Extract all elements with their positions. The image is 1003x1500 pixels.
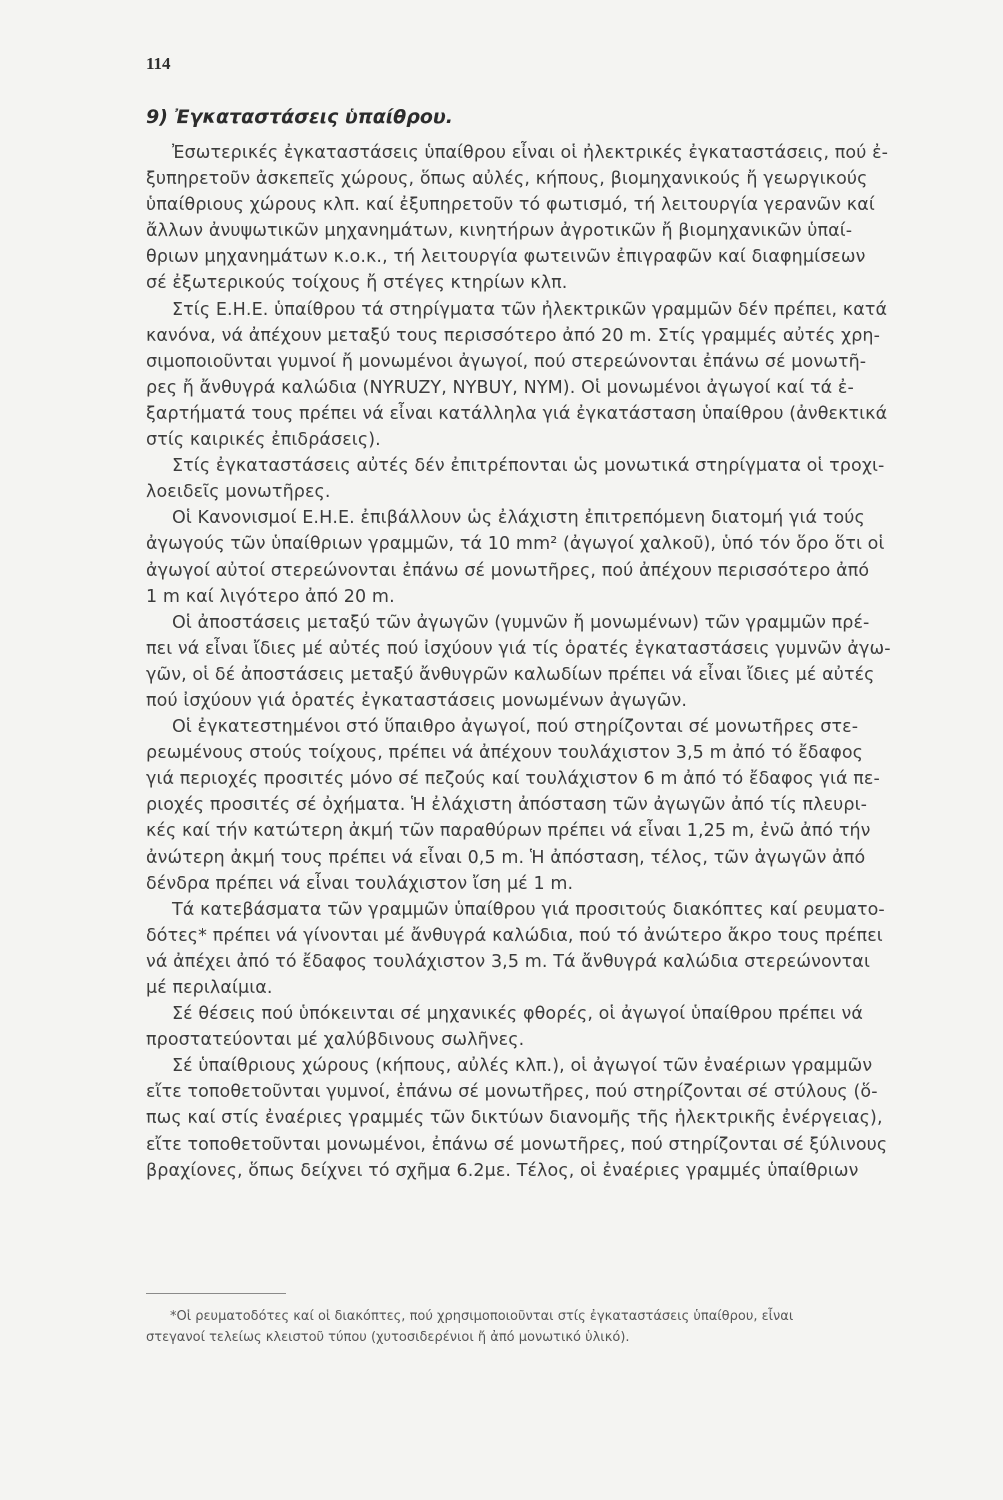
text-line: ἀνώτερη ἀκμή τους πρέπει νά εἶναι 0,5 m. Ἡ ἀπόσταση, τέλος, τῶν ἀγωγῶν ἀπό <box>146 847 866 868</box>
text-line: σιμοποιοῦνται γυμνοί ἤ μονωμένοι ἀγωγοί, πού στερεώνονται ἐπάνω σέ μονωτῆ- <box>146 351 867 372</box>
text-line: ὑπαίθριους χώρους κλπ. καί ἐξυπηρετοῦν τό φωτισμό, τή λειτουργία γερανῶν καί <box>146 195 875 216</box>
text-line: 1 m καί λιγότερο ἀπό 20 m. <box>146 586 395 607</box>
section-heading: 9) Ἐγκαταστάσεις ὑπαίθρου. <box>146 106 453 128</box>
text-line: Οἱ Κανονισμοί Ε.Η.Ε. ἐπιβάλλουν ὡς ἐλάχιστη ἐπιτρεπόμενη διατομή γιά τούς <box>172 508 865 529</box>
body-text <box>146 140 966 1184</box>
text-line: ἄλλων ἀνυψωτικῶν μηχανημάτων, κινητήρων ἀγροτικῶν ἤ βιομηχανικῶν ὑπαί- <box>146 221 853 242</box>
text-line: πού ἰσχύουν γιά ὁρατές ἐγκαταστάσεις μονωμένων ἀγωγῶν. <box>146 690 688 711</box>
text-line: ρεωμένους στούς τοίχους, πρέπει νά ἀπέχουν τουλάχιστον 3,5 m ἀπό τό ἔδαφος <box>146 743 864 764</box>
text-line: εἴτε τοποθετοῦνται μονωμένοι, ἐπάνω σέ μονωτῆρες, πού στηρίζονται σέ ξύλινους <box>146 1134 888 1155</box>
text-line: ξυπηρετοῦν ἀσκεπεῖς χώρους, ὅπως αὐλές, κήπους, βιομηχανικούς ἤ γεωργικούς <box>146 169 868 190</box>
text-line: κές καί τήν κατώτερη ἀκμή τῶν παραθύρων πρέπει νά εἶναι 1,25 m, ἐνῶ ἀπό τήν <box>146 821 871 842</box>
text-line: Ἐσωτερικές ἐγκαταστάσεις ὑπαίθρου εἶναι οἱ ἠλεκτρικές ἐγκαταστάσεις, πού ἐ- <box>172 143 889 163</box>
footnote-line: *Οἱ ρευματοδότες καί οἱ διακόπτες, πού χρησιμοποιοῦνται στίς ἐγκαταστάσεις ὑπαίθρου, εἶναι <box>170 1309 794 1324</box>
text-line: Σέ θέσεις πού ὑπόκεινται σέ μηχανικές φθορές, οἱ ἀγωγοί ὑπαίθρου πρέπει νά <box>172 1004 863 1025</box>
text-line: ἀγωγοί αὐτοί στερεώνονται ἐπάνω σέ μονωτῆρες, πού ἀπέχουν περισσότερο ἀπό <box>146 560 870 581</box>
text-line: ριοχές προσιτές σέ ὀχήματα. Ἡ ἐλάχιστη ἀπόσταση τῶν ἀγωγῶν ἀπό τίς πλευρι- <box>146 795 868 816</box>
text-line: εἴτε τοποθετοῦνται γυμνοί, ἐπάνω σέ μονωτῆρες, πού στηρίζονται σέ στύλους (ὅ- <box>146 1082 878 1103</box>
text-line: δότες* πρέπει νά γίνονται μέ ἄνθυγρά καλώδια, πού τό ἀνώτερο ἄκρο τους πρέπει <box>146 925 883 946</box>
text-line: θριων μηχανημάτων κ.ο.κ., τή λειτουργία φωτεινῶν ἐπιγραφῶν καί διαφημίσεων <box>146 247 866 268</box>
text-line: δένδρα πρέπει νά εἶναι τουλάχιστον ἴση μέ 1 m. <box>146 873 574 894</box>
text-line: γῶν, οἱ δέ ἀποστάσεις μεταξύ ἄνθυγρῶν καλωδίων πρέπει νά εἶναι ἴδιες μέ αὐτές <box>146 664 875 685</box>
footnotes <box>146 1293 976 1348</box>
text-line: πως καί στίς ἐναέριες γραμμές τῶν δικτύων διανομῆς τῆς ἠλεκτρικῆς ἐνέργειας), <box>146 1108 883 1129</box>
text-line: ἀγωγούς τῶν ὑπαίθριων γραμμῶν, τά 10 mm² (ἀγωγοί χαλκοῦ), ὑπό τόν ὅρο ὅτι οἱ <box>146 534 885 555</box>
text-line: Οἱ ἀποστάσεις μεταξύ τῶν ἀγωγῶν (γυμνῶν ἤ μονωμένων) τῶν γραμμῶν πρέ- <box>172 612 870 633</box>
footnote-line: στεγανοί τελείως κλειστοῦ τύπου (χυτοσιδερένιοι ἤ ἀπό μονωτικό ὑλικό). <box>146 1330 630 1345</box>
text-line: Σέ ὑπαίθριους χώρους (κήπους, αὐλές κλπ.), οἱ ἀγωγοί τῶν ἐναέριων γραμμῶν <box>172 1056 873 1077</box>
text-line: Τά κατεβάσματα τῶν γραμμῶν ὑπαίθρου γιά προσιτούς διακόπτες καί ρευματο- <box>172 899 885 920</box>
footnote-rule <box>146 1293 286 1294</box>
text-line: σέ ἐξωτερικούς τοίχους ἤ στέγες κτηρίων κλπ. <box>146 273 568 294</box>
text-line: Οἱ ἐγκατεστημένοι στό ὕπαιθρο ἀγωγοί, πού στηρίζονται σέ μονωτῆρες στε- <box>172 717 859 738</box>
text-line: μέ περιλαίμια. <box>146 978 273 998</box>
text-line: κανόνα, νά ἀπέχουν μεταξύ τους περισσότερο ἀπό 20 m. Στίς γραμμές αὐτές χρη- <box>146 325 881 346</box>
text-line: Στίς ἐγκαταστάσεις αὐτές δέν ἐπιτρέπονται ὡς μονωτικά στηρίγματα οἱ τροχι- <box>172 456 885 477</box>
text-line: νά ἀπέχει ἀπό τό ἔδαφος τουλάχιστον 3,5 m. Τά ἄνθυγρά καλώδια στερεώνονται <box>146 951 870 972</box>
text-line: πει νά εἶναι ἴδιες μέ αὐτές πού ἰσχύουν γιά τίς ὁρατές ἐγκαταστάσεις γυμνῶν ἀγω- <box>146 638 891 659</box>
text-line: βραχίονες, ὅπως δείχνει τό σχῆμα 6.2με. Τέλος, οἱ ἐναέριες γραμμές ὑπαίθριων <box>146 1160 859 1181</box>
text-line: στίς καιρικές ἐπιδράσεις). <box>146 430 381 451</box>
text-line: γιά περιοχές προσιτές μόνο σέ πεζούς καί τουλάχιστον 6 m ἀπό τό ἔδαφος γιά πε- <box>146 769 880 790</box>
text-line: ρες ἤ ἄνθυγρά καλώδια (NYRUZY, NYBUY, NYM). Οἱ μονωμένοι ἀγωγοί καί τά ἐ- <box>146 377 854 398</box>
page-number: 114 <box>146 54 171 73</box>
text-line: λοειδεῖς μονωτῆρες. <box>146 482 331 503</box>
text-line: προστατεύονται μέ χαλύβδινους σωλῆνες. <box>146 1030 525 1051</box>
text-line: ξαρτήματά τους πρέπει νά εἶναι κατάλληλα γιά ἐγκατάσταση ὑπαίθρου (ἀνθεκτικά <box>146 403 888 424</box>
text-line: Στίς Ε.Η.Ε. ὑπαίθρου τά στηρίγματα τῶν ἠλεκτρικῶν γραμμῶν δέν πρέπει, κατά <box>172 299 888 320</box>
